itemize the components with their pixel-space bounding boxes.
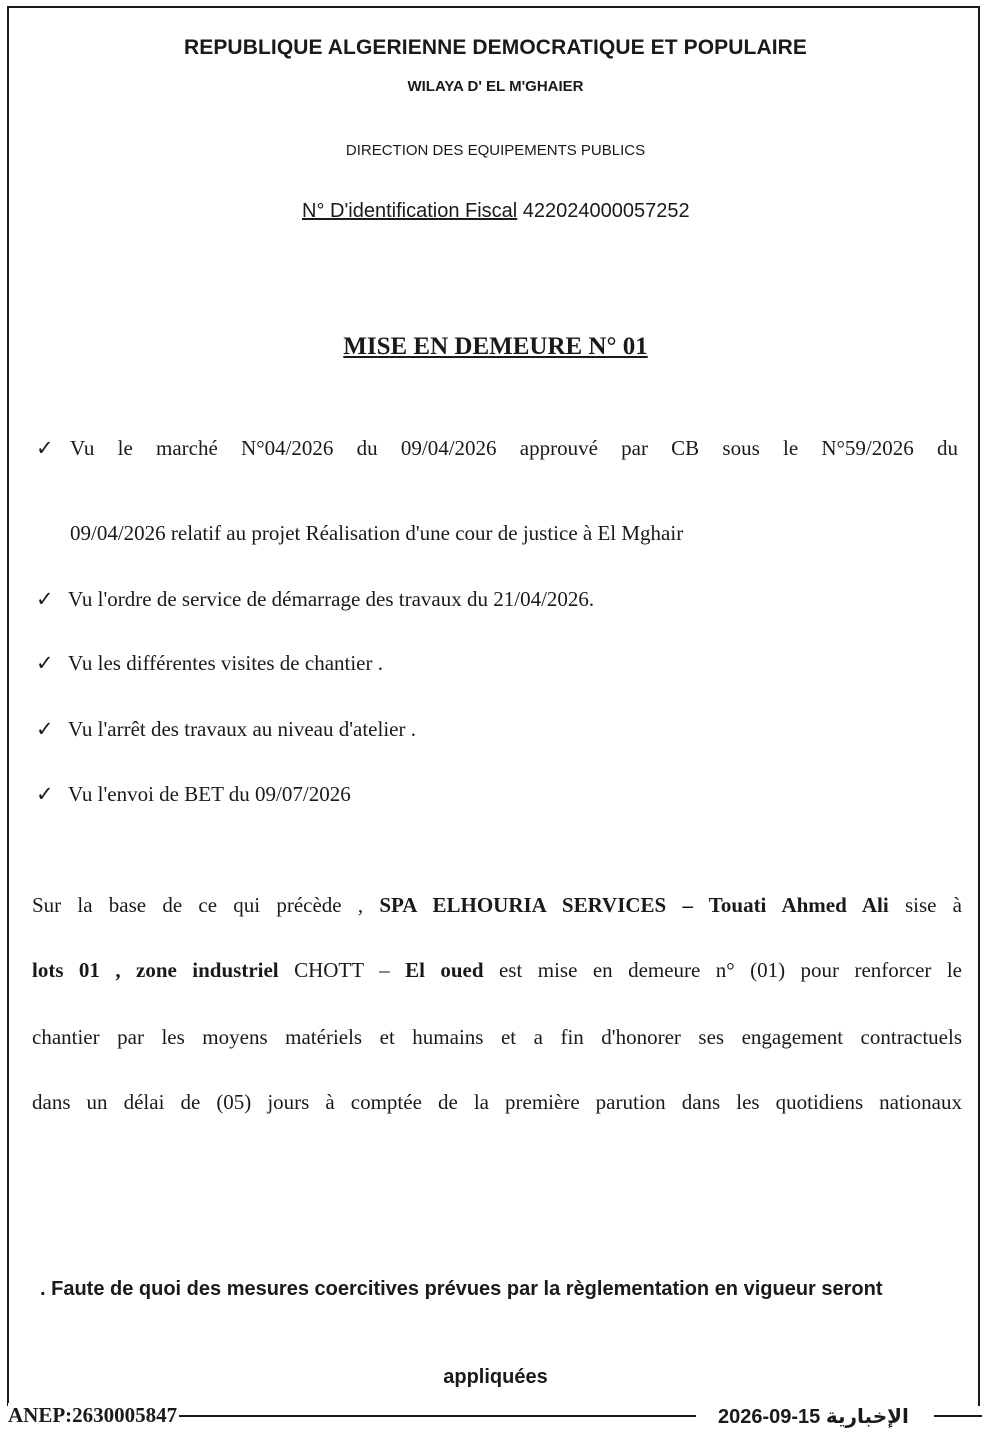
direction-heading: DIRECTION DES EQUIPEMENTS PUBLICS [345, 142, 646, 159]
anep-reference: ANEP:2630005847 [8, 1403, 178, 1427]
closing-line: appliquées [443, 1366, 548, 1388]
body-text: CHOTT – [294, 958, 390, 982]
body-text: est mise en demeure n° (01) pour renforcer le [498, 958, 962, 982]
list-item: Vu l'envoi de BET du 09/07/2026 [68, 782, 351, 806]
body-line [32, 958, 962, 983]
company-city: El oued [405, 958, 484, 982]
publication-date [714, 1404, 913, 1429]
wilaya-heading: WILAYA D' EL M'GHAIER [407, 78, 584, 95]
body-line: chantier par les moyens matériels et humains et a fin d'honorer ses engagement contractuels [32, 1025, 962, 1049]
check-icon: ✓ [36, 782, 54, 806]
check-icon: ✓ [36, 651, 54, 675]
fiscal-id-label: N° D'identification Fiscal [302, 200, 518, 222]
fiscal-id-number: 422024000057252 [522, 200, 690, 222]
company-name: SPA ELHOURIA SERVICES – Touati Ahmed Ali [379, 893, 889, 917]
list-item: Vu l'arrêt des travaux au niveau d'atelier . [68, 717, 416, 741]
date-value: 2026-09-15 [718, 1406, 821, 1428]
list-item: Vu les différentes visites de chantier . [68, 651, 383, 675]
list-item-continuation: 09/04/2026 relatif au projet Réalisation d'une cour de justice à El Mghair [70, 521, 684, 545]
body-text: sise à [904, 893, 963, 917]
document-title: MISE EN DEMEURE N° 01 [343, 333, 648, 360]
closing-line: . Faute de quoi des mesures coercitives prévues par la règlementation en vigueur seront [40, 1278, 883, 1300]
list-item: Vu l'ordre de service de démarrage des travaux du 21/04/2026. [68, 587, 595, 611]
check-icon: ✓ [36, 717, 54, 741]
body-line: dans un délai de (05) jours à comptée de la première parution dans les quotidiens nationaux [32, 1090, 962, 1114]
check-icon: ✓ [36, 436, 54, 460]
footer-rule [934, 1415, 982, 1417]
body-line [32, 893, 962, 918]
list-item: Vu le marché N°04/2026 du 09/04/2026 approuvé par CB sous le N°59/2026 du [70, 436, 958, 460]
republic-heading: REPUBLIQUE ALGERIENNE DEMOCRATIQUE ET POPULAIRE [183, 36, 808, 59]
company-address: lots 01 , zone industriel [32, 958, 279, 982]
fiscal-id [302, 200, 690, 223]
check-icon: ✓ [36, 587, 54, 611]
body-text: Sur la base de ce qui précède , [32, 893, 364, 917]
newspaper-name: الإخبارية [825, 1406, 909, 1428]
